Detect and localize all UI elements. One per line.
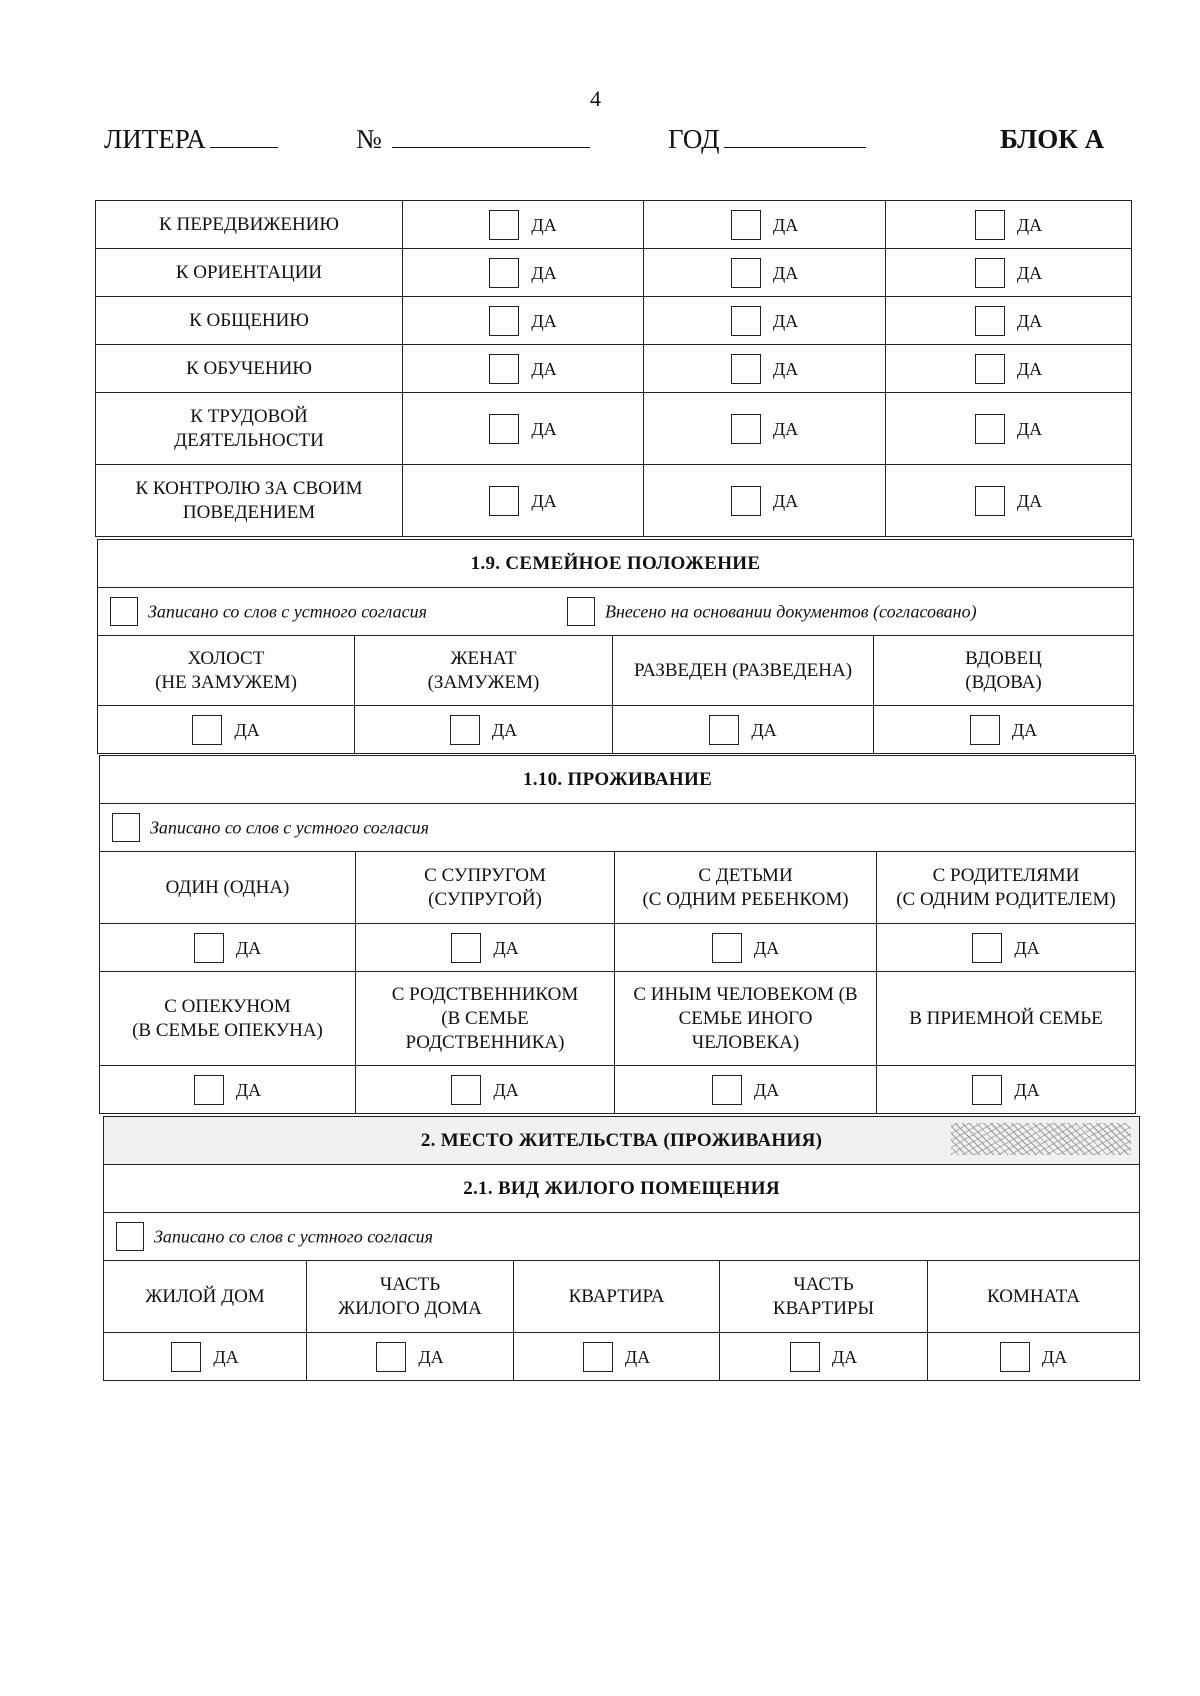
housing-option-label [514,1261,720,1333]
number-label: № [356,124,382,154]
checkbox[interactable] [171,1342,201,1372]
family-option-label [98,636,355,706]
checkbox[interactable] [731,486,761,516]
option-cell [613,706,874,754]
living-option-label [356,852,615,924]
label-line: ЧАСТЬ [379,1273,441,1295]
checkbox[interactable] [194,1075,224,1105]
yes-label: ДА [751,719,777,740]
family-status-table [97,539,1134,754]
yes-label: ДА [1011,719,1038,740]
label-line: РОДСТВЕННИКА) [405,1031,565,1053]
limitation-label: К ПЕРЕДВИЖЕНИЮ [96,201,403,249]
year-field [668,124,866,155]
option-cell [403,201,644,249]
number-input-line[interactable] [392,127,590,148]
yes-label: ДА [772,262,799,283]
yes-label: ДА [1016,310,1043,331]
limitation-row [96,345,1132,393]
checkbox[interactable] [975,486,1005,516]
limitation-label [96,393,403,465]
checkbox[interactable] [489,354,519,384]
option-cell [886,393,1132,465]
label-line: С РОДСТВЕННИКОМ [391,983,579,1005]
checkbox[interactable] [489,306,519,336]
yes-label: ДА [772,214,799,235]
yes-label: ДА [491,719,518,740]
checkbox[interactable] [709,715,739,745]
page-number: 4 [590,86,601,111]
option-cell [644,465,886,537]
checkbox[interactable] [489,414,519,444]
option-cell [886,465,1132,537]
label-line: (С ОДНИМ РОДИТЕЛЕМ) [896,888,1116,910]
option-cell [886,201,1132,249]
checkbox[interactable] [376,1342,406,1372]
label-line: (ЗАМУЖЕМ) [427,671,540,693]
yes-label: ДА [418,1346,444,1367]
consent-row [100,804,1136,852]
year-input-line[interactable] [724,127,866,148]
checkbox[interactable] [194,933,224,963]
yes-label: ДА [531,262,557,283]
living-option-label [615,852,877,924]
option-cell [100,924,356,972]
yes-label: ДА [235,1079,262,1100]
yes-label: ДА [531,490,557,511]
checkbox[interactable] [1000,1342,1030,1372]
option-cell [514,1333,720,1381]
checkbox[interactable] [970,715,1000,745]
limitation-row [96,393,1132,465]
option-cell [877,924,1136,972]
label-line: (С ОДНИМ РЕБЕНКОМ) [642,888,849,910]
family-option-label [355,636,613,706]
option-cell [355,706,613,754]
label-line: ЖИЛОЙ ДОМ [145,1285,265,1307]
living-option-label [615,972,877,1066]
checkbox[interactable] [731,354,761,384]
yes-label: ДА [1016,490,1043,511]
checkbox[interactable] [790,1342,820,1372]
option-cell [644,393,886,465]
section-title: 1.9. СЕМЕЙНОЕ ПОЛОЖЕНИЕ [98,540,1134,588]
checkbox[interactable] [972,933,1002,963]
yes-label: ДА [1016,262,1043,283]
label-line: ОДИН (ОДНА) [165,876,290,898]
yes-label: ДА [772,418,799,439]
yes-label: ДА [753,1079,780,1100]
label-line: В ПРИЕМНОЙ СЕМЬЕ [909,1007,1103,1029]
family-option-label [874,636,1134,706]
label-line: (В СЕМЬЕ ОПЕКУНА) [132,1019,323,1041]
checkbox[interactable] [975,306,1005,336]
number-field [356,124,590,155]
option-cell [356,924,615,972]
checkbox[interactable] [975,210,1005,240]
label-line: РАЗВЕДЕН (РАЗВЕДЕНА) [633,659,853,681]
checkbox[interactable] [731,210,761,240]
option-cell [874,706,1134,754]
subsection-title: 2.1. ВИД ЖИЛОГО ПОМЕЩЕНИЯ [104,1165,1140,1213]
yes-label: ДА [624,1346,651,1367]
section-title: 1.10. ПРОЖИВАНИЕ [100,756,1136,804]
option-cell [886,345,1132,393]
option-cell [403,465,644,537]
living-option-label [100,852,356,924]
option-cell [403,249,644,297]
label-line: ЧЕЛОВЕКА) [691,1031,800,1053]
residence-table [103,1116,1140,1381]
yes-label: ДА [1016,214,1043,235]
limitation-row [96,465,1132,537]
option-cell [403,393,644,465]
option-cell [720,1333,928,1381]
option-cell [104,1333,307,1381]
limitation-row [96,297,1132,345]
option-cell [644,201,886,249]
limitation-row [96,249,1132,297]
option-cell [928,1333,1140,1381]
living-option-label [100,972,356,1066]
label-line: К КОНТРОЛЮ ЗА СВОИМ [135,477,363,499]
label-line: ВДОВЕЦ [965,647,1042,669]
documents-consent-note: Внесено на основании документов (согласовано) [604,601,977,622]
yes-label: ДА [753,937,780,958]
option-cell [877,1066,1136,1114]
yes-label: ДА [1041,1346,1068,1367]
checkbox[interactable] [583,1342,613,1372]
checkbox[interactable] [451,933,481,963]
documents-consent-checkbox[interactable] [567,597,595,626]
yes-label: ДА [1016,418,1043,439]
label-line: КОМНАТА [987,1285,1081,1307]
label-line: ДЕЯТЕЛЬНОСТИ [174,429,324,451]
label-line: (В СЕМЬЕ [441,1007,529,1029]
yes-label: ДА [1016,358,1043,379]
litera-field [104,124,278,155]
limitation-label: К ОРИЕНТАЦИИ [96,249,403,297]
label-line: (НЕ ЗАМУЖЕМ) [155,671,297,693]
scan-noise [951,1123,1131,1155]
label-line: ЖЕНАТ [450,647,517,669]
residence-title: 2. МЕСТО ЖИТЕЛЬСТВА (ПРОЖИВАНИЯ) [420,1129,823,1151]
oral-consent-note: Записано со слов с устного согласия [148,601,427,622]
option-cell [615,1066,877,1114]
label-line: С ДЕТЬМИ [698,864,793,886]
option-cell [644,345,886,393]
label-line: ХОЛОСТ [187,647,265,669]
yes-label: ДА [772,490,799,511]
label-line: ЖИЛОГО ДОМА [338,1297,482,1319]
block-label: БЛОК А [1000,124,1105,154]
housing-option-label [928,1261,1140,1333]
label-line: С СУПРУГОМ [424,864,546,886]
checkbox[interactable] [489,258,519,288]
yes-label: ДА [1014,1079,1040,1100]
yes-label: ДА [531,418,557,439]
option-cell [644,297,886,345]
oral-consent-checkbox[interactable] [110,597,138,626]
oral-consent-checkbox[interactable] [112,813,140,842]
limitations-table [95,200,1132,537]
checkbox[interactable] [712,1075,742,1105]
checkbox[interactable] [972,1075,1002,1105]
yes-label: ДА [531,358,557,379]
checkbox[interactable] [975,354,1005,384]
option-cell [644,249,886,297]
label-line: (СУПРУГОЙ) [428,888,542,910]
option-cell [356,1066,615,1114]
yes-label: ДА [531,310,557,331]
checkbox[interactable] [975,414,1005,444]
label-line: ЧАСТЬ [793,1273,854,1295]
limitation-label [96,465,403,537]
label-line: (ВДОВА) [965,671,1042,693]
year-label: ГОД [668,124,720,154]
consent-row [98,588,1134,636]
label-line: С ИНЫМ ЧЕЛОВЕКОМ (В [633,983,858,1005]
option-cell [615,924,877,972]
housing-option-label [307,1261,514,1333]
label-line: С ОПЕКУНОМ [164,995,291,1017]
oral-consent-note: Записано со слов с устного согласия [154,1226,433,1247]
living-option-label [356,972,615,1066]
yes-label: ДА [213,1346,239,1367]
litera-input-line[interactable] [210,127,278,148]
yes-label: ДА [772,310,799,331]
oral-consent-checkbox[interactable] [116,1222,144,1251]
label-line: КВАРТИРА [568,1285,665,1307]
yes-label: ДА [531,214,557,235]
option-cell [98,706,355,754]
section-title [104,1117,1140,1165]
option-cell [403,345,644,393]
yes-label: ДА [234,719,260,740]
checkbox[interactable] [489,210,519,240]
checkbox[interactable] [489,486,519,516]
consent-row [104,1213,1140,1261]
label-line: С РОДИТЕЛЯМИ [932,864,1080,886]
checkbox[interactable] [731,414,761,444]
litera-label: ЛИТЕРА [104,124,206,154]
option-cell [886,249,1132,297]
yes-label: ДА [831,1346,858,1367]
living-table [99,755,1136,1114]
limitation-row [96,201,1132,249]
label-line: ПОВЕДЕНИЕМ [182,501,316,523]
housing-option-label [104,1261,307,1333]
label-line: КВАРТИРЫ [772,1297,875,1319]
option-cell [307,1333,514,1381]
living-option-label [877,852,1136,924]
yes-label: ДА [493,1079,519,1100]
checkbox[interactable] [450,715,480,745]
housing-option-label [720,1261,928,1333]
yes-label: ДА [493,937,519,958]
limitation-label: К ОБУЧЕНИЮ [96,345,403,393]
option-cell [403,297,644,345]
yes-label: ДА [235,937,262,958]
label-line: СЕМЬЕ ИНОГО [678,1007,813,1029]
checkbox[interactable] [192,715,222,745]
living-option-label [877,972,1136,1066]
option-cell [886,297,1132,345]
limitation-label: К ОБЩЕНИЮ [96,297,403,345]
checkbox[interactable] [451,1075,481,1105]
checkbox[interactable] [975,258,1005,288]
label-line: К ТРУДОВОЙ [190,405,308,427]
family-option-label [613,636,874,706]
checkbox[interactable] [731,258,761,288]
checkbox[interactable] [731,306,761,336]
yes-label: ДА [1014,937,1040,958]
option-cell [100,1066,356,1114]
yes-label: ДА [772,358,799,379]
oral-consent-note: Записано со слов с устного согласия [150,817,429,838]
checkbox[interactable] [712,933,742,963]
